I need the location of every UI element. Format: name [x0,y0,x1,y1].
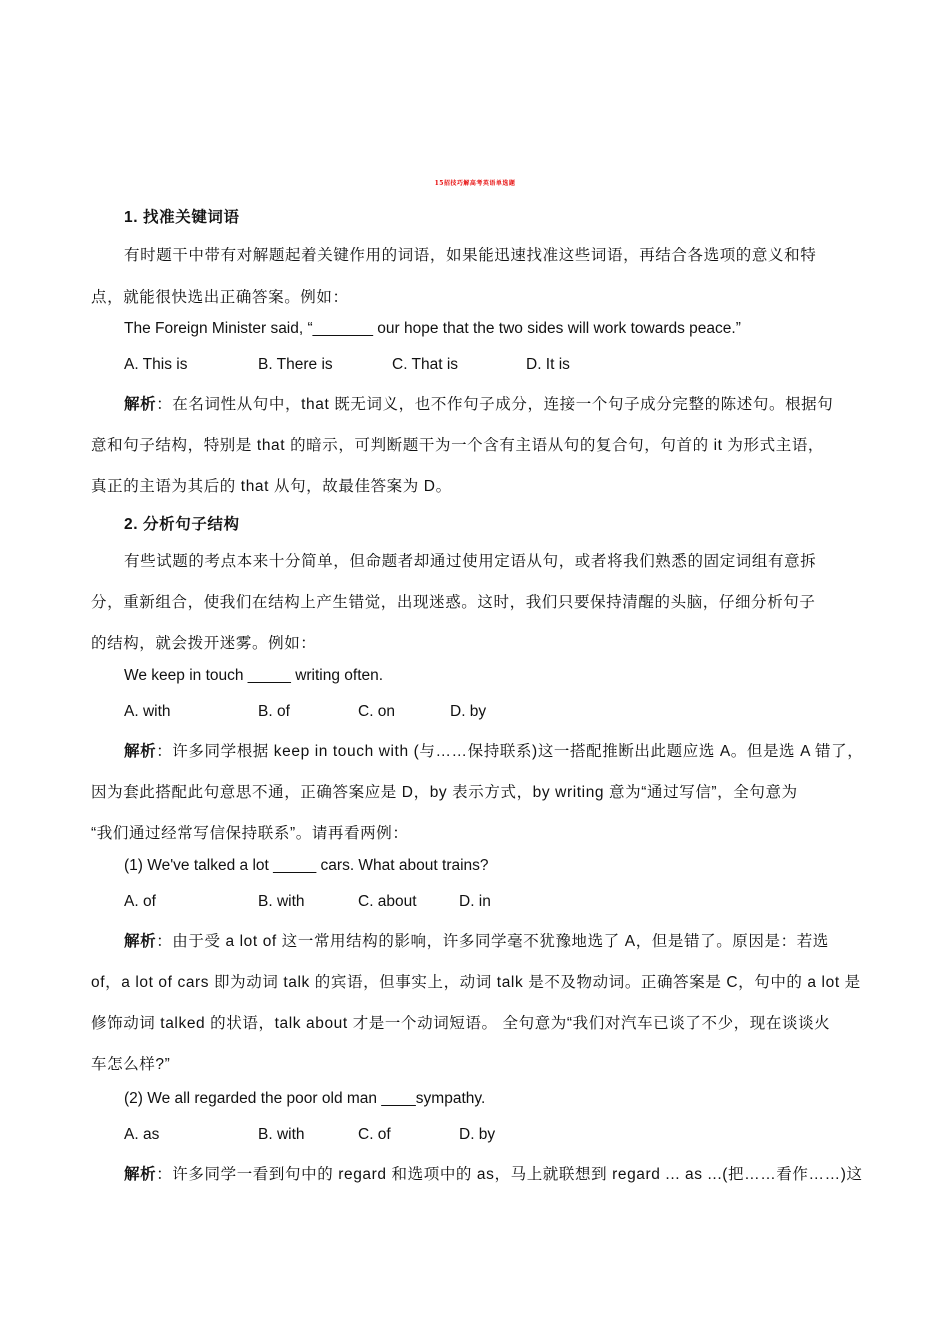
example-1-option-c: C. about [358,893,417,910]
example-1-option-d: D. in [459,893,491,910]
example-2-question: (2) We all regarded the poor old man ____sympathy. [124,1090,486,1107]
section-2-option-d: D. by [450,703,487,720]
example-1-analysis-line-2: of，a lot of cars 即为动词 talk 的宾语，但事实上，动词 talk 是不及物动词。正确答案是 C，句中的 a lot 是 [91,974,861,991]
section-1-option-a: A. This is [124,356,188,373]
example-1-question: (1) We've talked a lot _____ cars. What about trains? [124,857,489,874]
section-1-question: The Foreign Minister said, “_______ our hope that the two sides will work towards peace.” [124,320,741,337]
example-1-analysis-line-1: 解析：由于受 a lot of 这一常用结构的影响，许多同学毫不犹豫地选了 A，但是错了。原因是：若选 [124,933,829,950]
section-2-heading: 2. 分析句子结构 [124,516,240,533]
section-1-option-b: B. There is [258,356,333,373]
section-2-analysis-line-2: 因为套此搭配此句意思不通，正确答案应是 D，by 表示方式，by writing 意为“通过写信”，全句意为 [91,784,798,801]
section-1-option-d: D. It is [526,356,570,373]
section-2-intro-line-2: 分，重新组合，使我们在结构上产生错觉，出现迷惑。这时，我们只要保持清醒的头脑，仔细分析句子 [91,594,816,611]
example-2-analysis-line-1: 解析：许多同学一看到句中的 regard 和选项中的 as，马上就联想到 regard ... as ...(把……看作……)这 [124,1166,863,1183]
example-1-analysis-line-4: 车怎么样?” [91,1056,171,1073]
analysis-label: 解析 [124,1166,157,1183]
example-2-option-c: C. of [358,1126,391,1143]
section-2-intro-line-1: 有些试题的考点本来十分简单，但命题者却通过使用定语从句，或者将我们熟悉的固定词组有意拆 [124,553,817,570]
section-1-analysis-line-1: 解析：在名词性从句中，that 既无词义，也不作句子成分，连接一个句子成分完整的陈述句。根据句 [124,396,834,413]
section-1-intro-line-1: 有时题干中带有对解题起着关键作用的词语，如果能迅速找准这些词语，再结合各选项的意义和特 [124,247,817,264]
example-1-analysis-line-3: 修饰动词 talked 的状语，talk about 才是一个动词短语。 全句意为“我们对汽车已谈了不少，现在谈谈火 [91,1015,831,1032]
document-title: 15招技巧解高考英语单选题 [434,180,516,187]
example-1-option-b: B. with [258,893,305,910]
section-2-analysis-line-3: “我们通过经常写信保持联系”。请再看两例： [91,825,409,842]
analysis-label: 解析 [124,743,157,760]
section-2-option-a: A. with [124,703,171,720]
section-1-analysis-line-3: 真正的主语为其后的 that 从句，故最佳答案为 D。 [91,478,452,495]
analysis-label: 解析 [124,396,157,413]
example-2-option-a: A. as [124,1126,160,1143]
section-1-intro-line-2: 点，就能很快选出正确答案。例如： [91,289,349,306]
example-2-option-b: B. with [258,1126,305,1143]
example-1-option-a: A. of [124,893,156,910]
section-2-analysis-line-1: 解析：许多同学根据 keep in touch with (与……保持联系)这一搭配推断出此题应选 A。但是选 A 错了， [124,743,864,760]
section-2-option-b: B. of [258,703,290,720]
section-2-question: We keep in touch _____ writing often. [124,667,384,684]
section-1-analysis-line-2: 意和句子结构，特别是 that 的暗示，可判断题干为一个含有主语从句的复合句，句首的 it 为形式主语， [91,437,825,454]
analysis-label: 解析 [124,933,157,950]
section-2-option-c: C. on [358,703,396,720]
example-2-option-d: D. by [459,1126,496,1143]
section-2-intro-line-3: 的结构，就会拨开迷雾。例如： [91,635,317,652]
section-1-heading: 1. 找准关键词语 [124,209,240,226]
section-1-option-c: C. That is [392,356,459,373]
